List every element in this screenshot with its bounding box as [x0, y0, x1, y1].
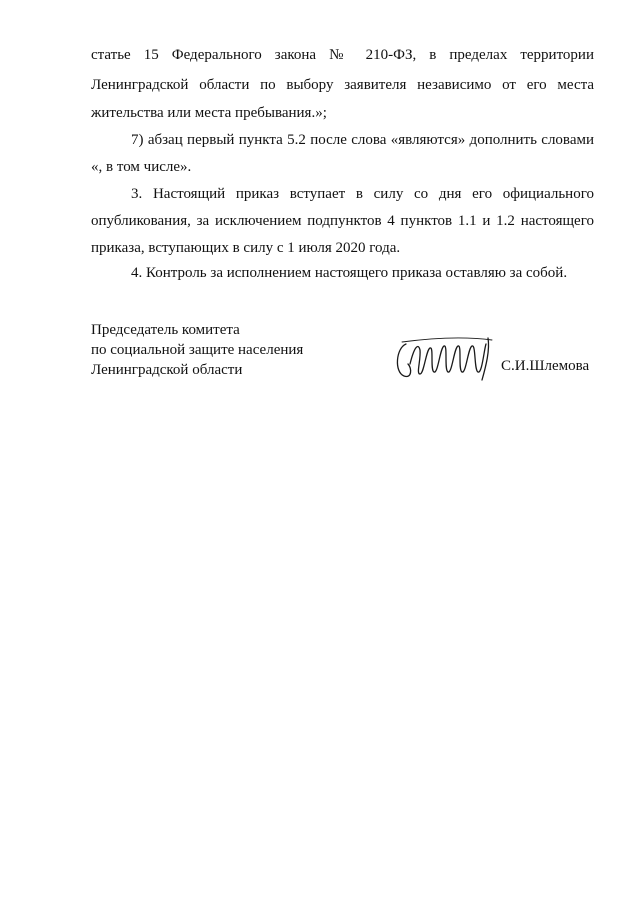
item-7-line: 7) абзац первый пункта 5.2 после слова «являются» дополнить словами — [131, 132, 594, 148]
paragraph-line: Ленинградской области по выбору заявителя независимо от его места — [91, 77, 594, 93]
item-3-line: 3. Настоящий приказ вступает в силу со дня его официального — [131, 186, 594, 202]
item-3-line: опубликования, за исключением подпунктов 4 пунктов 1.1 и 1.2 настоящего — [91, 213, 594, 229]
signatory-title-line: Ленинградской области — [91, 362, 243, 378]
item-4-line: 4. Контроль за исполнением настоящего приказа оставляю за собой. — [131, 265, 568, 281]
paragraph-line: статье 15 Федерального закона № 210-ФЗ, в пределах территории — [91, 47, 594, 63]
signatory-title — [91, 320, 303, 380]
signatory-title-line: Председатель комитета — [91, 322, 240, 338]
handwritten-signature — [392, 330, 500, 386]
paragraph-line: жительства или места пребывания.»; — [91, 105, 327, 121]
item-7-line: «, в том числе». — [91, 159, 192, 175]
item-3-line: приказа, вступающих в силу с 1 июля 2020 года. — [91, 240, 401, 256]
signatory-name: С.И.Шлемова — [501, 358, 590, 374]
signatory-title-line: по социальной защите населения — [91, 342, 304, 358]
